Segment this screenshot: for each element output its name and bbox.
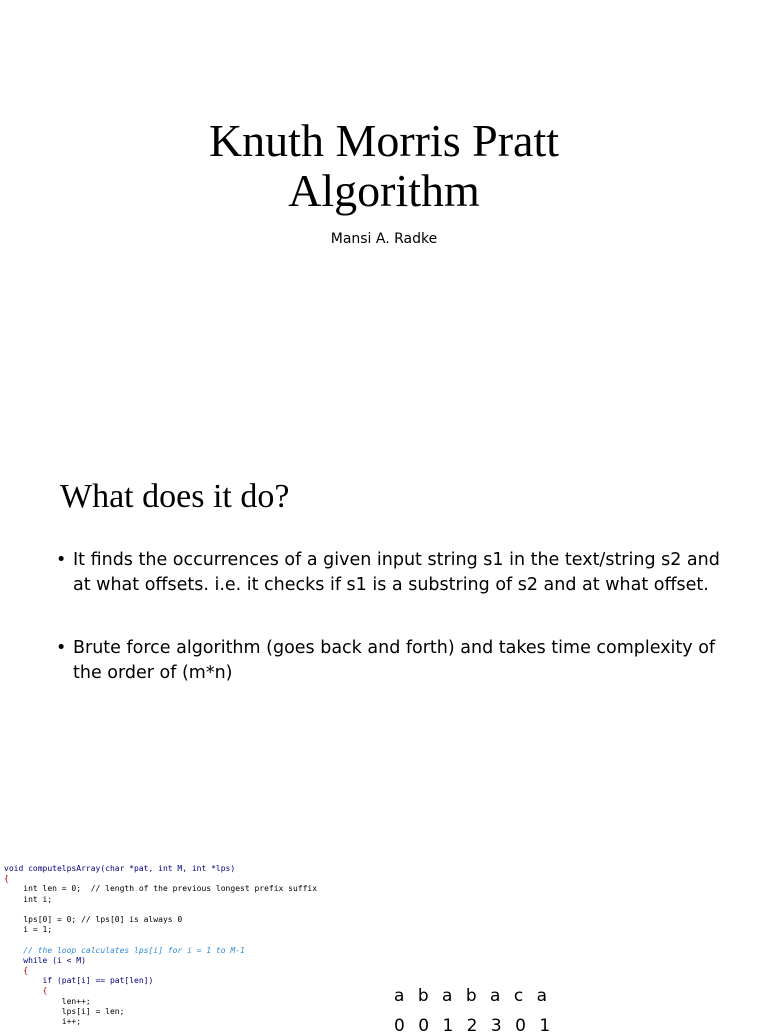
code-line: { <box>4 986 48 996</box>
slide-title <box>0 0 768 420</box>
code-line: i++; <box>4 1017 82 1027</box>
slide-what-does-it-do <box>0 420 768 820</box>
code-snippet <box>4 864 317 1027</box>
code-line: { <box>4 966 29 976</box>
lps-values-sequence: 0 0 1 2 3 0 1 <box>394 1016 555 1036</box>
slide-title-heading <box>0 116 768 216</box>
code-line: len++; <box>4 996 91 1006</box>
bullet-text: It finds the occurrences of a given input string s1 in the text/string s2 and at what offsets. i.e. it checks if s1 is a substring of s2 and at what offset. <box>73 550 720 595</box>
code-line: i = 1; <box>4 925 53 935</box>
bullet-item <box>56 636 736 686</box>
title-line-1: Knuth Morris Pratt <box>208 115 560 166</box>
bullet-item <box>56 548 736 598</box>
title-line-2: Algorithm <box>288 165 480 216</box>
code-line: if (pat[i] == pat[len]) <box>4 976 154 986</box>
code-line: { <box>4 874 9 884</box>
bullet-dot-icon: • <box>56 550 67 570</box>
code-line: int len = 0; // length of the previous longest prefix suffix <box>4 884 318 894</box>
code-line: int i; <box>4 894 53 904</box>
code-line: while (i < M) <box>4 955 86 965</box>
bullet-text: Brute force algorithm (goes back and forth) and takes time complexity of the order of (m*n) <box>73 638 716 683</box>
slide-subtitle-author: Mansi A. Radke <box>330 231 438 247</box>
code-line: lps[i] = len; <box>4 1006 125 1016</box>
pattern-sequence: a b a b a c a <box>394 986 552 1006</box>
slide-heading: What does it do? <box>60 478 290 515</box>
bullet-dot-icon: • <box>56 638 67 658</box>
code-line: lps[0] = 0; // lps[0] is always 0 <box>4 915 183 925</box>
code-line: // the loop calculates lps[i] for i = 1 to M-1 <box>4 945 245 955</box>
slide-code-example <box>0 830 768 1036</box>
bullet-list <box>56 548 736 724</box>
code-line: void computelpsArray(char *pat, int M, int *lps) <box>4 864 236 873</box>
